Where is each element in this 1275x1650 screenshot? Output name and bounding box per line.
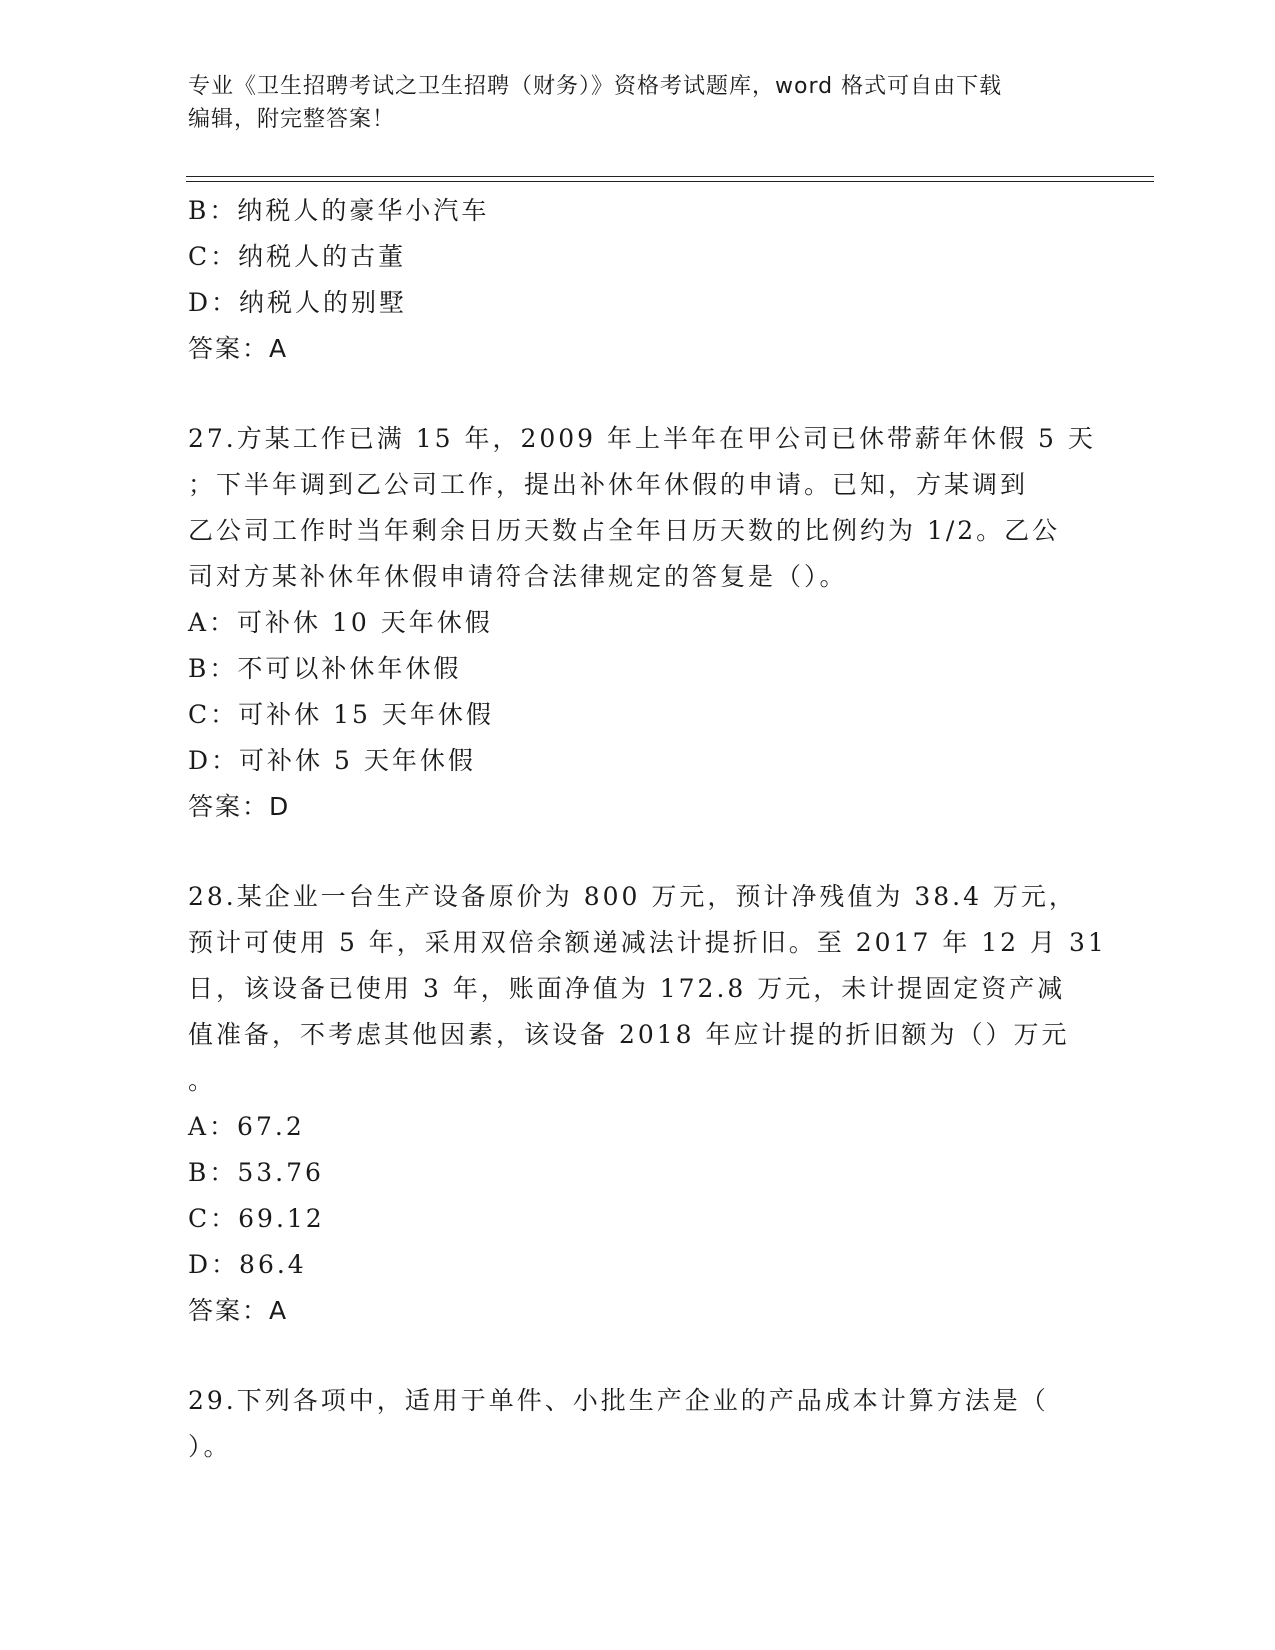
question-26 — [188, 188, 1088, 372]
option-b: B：纳税人的豪华小汽车 — [188, 196, 490, 225]
question-27 — [188, 416, 1096, 830]
question-stem-line: ）。 — [188, 1432, 232, 1461]
question-stem-line: 27.方某工作已满 15 年，2009 年上半年在甲公司已休带薪年休假 5 天 — [188, 424, 1096, 453]
question-28 — [188, 874, 1107, 1334]
answer-label: 答案：A — [188, 1296, 289, 1325]
option-d: D：可补休 5 天年休假 — [188, 746, 476, 775]
question-stem-line: 司对方某补休年休假申请符合法律规定的答复是（）。 — [188, 562, 848, 591]
option-b: B：不可以补休年休假 — [188, 654, 462, 683]
question-stem-line: 值准备，不考虑其他因素，该设备 2018 年应计提的折旧额为（）万元 — [188, 1020, 1070, 1049]
question-stem-line: 29.下列各项中，适用于单件、小批生产企业的产品成本计算方法是（ — [188, 1386, 1049, 1415]
option-a: A：67.2 — [188, 1112, 305, 1141]
question-29 — [188, 1378, 1088, 1470]
answer-label: 答案：D — [188, 792, 291, 821]
question-stem-line: 预计可使用 5 年，采用双倍余额递减法计提折旧。至 2017 年 12 月 31 — [188, 928, 1107, 957]
answer-label: 答案：A — [188, 334, 289, 363]
option-d: D：86.4 — [188, 1250, 307, 1279]
header-rule-bottom — [186, 181, 1154, 182]
document-body — [188, 188, 1107, 1470]
header-line-1: 专业《卫生招聘考试之卫生招聘（财务）》资格考试题库，word 格式可自由下载 — [188, 74, 1003, 99]
spacer — [188, 1334, 1088, 1378]
option-c: C：可补休 15 天年休假 — [188, 700, 494, 729]
spacer — [188, 372, 1088, 416]
option-c: C：69.12 — [188, 1204, 325, 1233]
question-stem-line: 乙公司工作时当年剩余日历天数占全年日历天数的比例约为 1/2。乙公 — [188, 516, 1061, 545]
header-line-2: 编辑，附完整答案！ — [188, 107, 396, 132]
question-stem-line: 28.某企业一台生产设备原价为 800 万元，预计净残值为 38.4 万元， — [188, 882, 1077, 911]
option-c: C：纳税人的古董 — [188, 242, 407, 271]
question-stem-line: ；下半年调到乙公司工作，提出补休年休假的申请。已知，方某调到 — [188, 470, 1029, 499]
option-b: B：53.76 — [188, 1158, 324, 1187]
question-stem-line: 。 — [188, 1066, 217, 1095]
spacer — [188, 830, 1088, 874]
question-stem-line: 日，该设备已使用 3 年，账面净值为 172.8 万元，未计提固定资产减 — [188, 974, 1066, 1003]
option-a: A：可补休 10 天年休假 — [188, 608, 493, 637]
header-rule-top — [186, 176, 1154, 177]
option-d: D：纳税人的别墅 — [188, 288, 408, 317]
document-header — [188, 70, 1088, 136]
